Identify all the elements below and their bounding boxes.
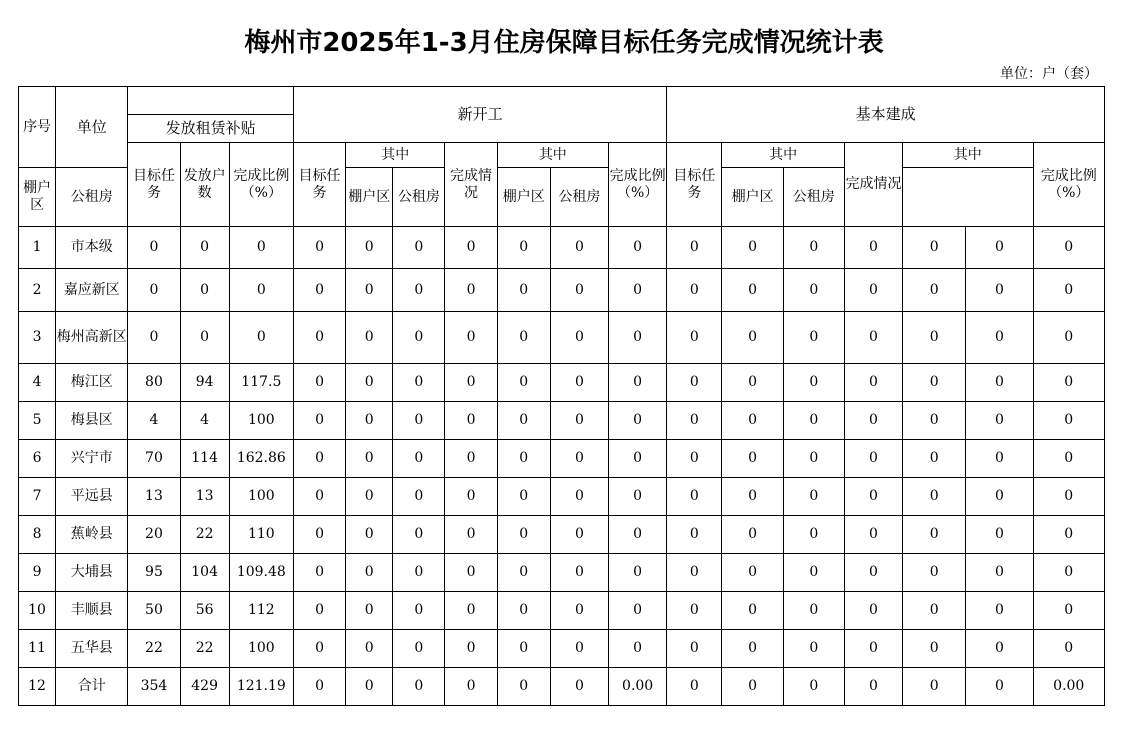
- table-cell: 0: [783, 592, 844, 630]
- header-new-target: 目标任务: [293, 143, 345, 227]
- statistics-table: [18, 86, 1105, 706]
- table-cell: 0: [966, 592, 1033, 630]
- header-new-shack-2: 棚户区: [346, 168, 393, 227]
- table-cell: 0: [293, 630, 345, 668]
- table-cell: 0: [667, 592, 722, 630]
- table-cell: 0: [393, 516, 445, 554]
- page-title: 梅州市2025年1-3月住房保障目标任务完成情况统计表: [244, 28, 884, 58]
- header-new-start: 新开工: [293, 87, 666, 143]
- table-row: [19, 516, 1105, 554]
- cell-unit-name: 丰顺县: [56, 592, 128, 630]
- table-cell: 0: [966, 269, 1033, 312]
- table-cell: 0: [1033, 440, 1104, 478]
- header-new-of-which-2: 其中: [497, 143, 608, 168]
- cell-seq: 7: [19, 478, 56, 516]
- table-cell: 0: [445, 440, 497, 478]
- table-cell: 0: [393, 554, 445, 592]
- table-cell: 20: [128, 516, 180, 554]
- table-cell: 0: [346, 554, 393, 592]
- table-cell: 0: [844, 554, 902, 592]
- table-cell: 0: [445, 227, 497, 269]
- cell-seq: 6: [19, 440, 56, 478]
- table-cell: 0: [903, 312, 966, 364]
- table-cell: 0: [609, 554, 667, 592]
- table-cell: 0: [844, 312, 902, 364]
- table-cell: 0: [667, 478, 722, 516]
- table-cell: 0: [293, 592, 345, 630]
- table-cell: 0: [550, 364, 608, 402]
- table-cell: 0: [783, 440, 844, 478]
- table-cell: 0: [1033, 402, 1104, 440]
- table-cell: 0: [497, 440, 550, 478]
- table-cell: 80: [128, 364, 180, 402]
- table-cell: 0: [1033, 364, 1104, 402]
- header-basic-public-rent-2: 公租房: [783, 168, 844, 227]
- table-cell: 0: [229, 269, 293, 312]
- cell-unit-name: 五华县: [56, 630, 128, 668]
- table-cell: 0: [722, 554, 783, 592]
- table-cell: 0: [722, 478, 783, 516]
- unit-label: 单位：户（套）: [1000, 66, 1098, 82]
- table-cell: 0: [293, 402, 345, 440]
- table-cell: 0: [497, 592, 550, 630]
- table-cell: 0: [609, 227, 667, 269]
- table-cell: 0: [497, 668, 550, 706]
- cell-unit-name: 嘉应新区: [56, 269, 128, 312]
- table-cell: 0: [783, 312, 844, 364]
- table-cell: 22: [128, 630, 180, 668]
- table-row: [19, 440, 1105, 478]
- table-cell: 0: [722, 516, 783, 554]
- table-cell: 0: [445, 402, 497, 440]
- cell-seq: 12: [19, 668, 56, 706]
- table-cell: 94: [180, 364, 229, 402]
- table-cell: 0: [609, 402, 667, 440]
- table-cell: 95: [128, 554, 180, 592]
- table-cell: 0: [128, 227, 180, 269]
- header-rent-ratio: 完成比例（%）: [229, 143, 293, 227]
- table-cell: 0: [667, 312, 722, 364]
- table-cell: 0: [393, 312, 445, 364]
- table-cell: 0: [293, 440, 345, 478]
- table-cell: 0: [844, 478, 902, 516]
- table-cell: 0: [445, 364, 497, 402]
- table-cell: 0: [393, 478, 445, 516]
- cell-seq: 11: [19, 630, 56, 668]
- table-cell: 0: [293, 312, 345, 364]
- table-row: [19, 478, 1105, 516]
- table-cell: 0: [550, 269, 608, 312]
- table-cell: 0: [966, 312, 1033, 364]
- cell-seq: 3: [19, 312, 56, 364]
- table-cell: 0: [903, 668, 966, 706]
- table-cell: 0: [293, 227, 345, 269]
- table-cell: 0: [497, 364, 550, 402]
- table-cell: 109.48: [229, 554, 293, 592]
- table-cell: 0: [903, 269, 966, 312]
- table-cell: 0: [903, 364, 966, 402]
- header-rent-target: 目标任务: [128, 143, 180, 227]
- table-cell: 0: [783, 478, 844, 516]
- table-cell: 0: [609, 312, 667, 364]
- cell-unit-name: 合计: [56, 668, 128, 706]
- table-cell: 0.00: [1033, 668, 1104, 706]
- header-basic-ratio: 完成比例（%）: [1033, 143, 1104, 227]
- header-new-ratio: 完成比例（%）: [609, 143, 667, 227]
- table-cell: 354: [128, 668, 180, 706]
- header-new-public-rent-2: 公租房: [393, 168, 445, 227]
- cell-seq: 10: [19, 592, 56, 630]
- table-cell: 0: [783, 269, 844, 312]
- table-cell: 0: [1033, 227, 1104, 269]
- table-cell: 0: [346, 516, 393, 554]
- header-basic-shack-2: 棚户区: [722, 168, 783, 227]
- table-cell: 0: [966, 630, 1033, 668]
- table-cell: 0: [497, 516, 550, 554]
- table-cell: 0: [346, 402, 393, 440]
- table-cell: 0: [550, 227, 608, 269]
- table-body: [19, 227, 1105, 706]
- table-cell: 0: [393, 668, 445, 706]
- table-cell: 0: [966, 478, 1033, 516]
- table-cell: 0.00: [609, 668, 667, 706]
- table-cell: 0: [293, 269, 345, 312]
- table-cell: 0: [180, 269, 229, 312]
- table-cell: 0: [844, 269, 902, 312]
- table-cell: 117.5: [229, 364, 293, 402]
- cell-seq: 4: [19, 364, 56, 402]
- table-cell: 0: [497, 478, 550, 516]
- table-cell: 0: [346, 364, 393, 402]
- table-cell: 0: [550, 630, 608, 668]
- table-cell: 0: [293, 554, 345, 592]
- table-cell: 0: [667, 516, 722, 554]
- table-cell: 0: [1033, 516, 1104, 554]
- header-basic-status: 完成情况: [844, 143, 902, 227]
- table-cell: 0: [393, 269, 445, 312]
- table-cell: 0: [393, 440, 445, 478]
- table-cell: 0: [445, 269, 497, 312]
- header-rent-top-blank: [128, 87, 294, 115]
- table-cell: 114: [180, 440, 229, 478]
- table-cell: 50: [128, 592, 180, 630]
- cell-seq: 8: [19, 516, 56, 554]
- table-cell: 0: [393, 227, 445, 269]
- cell-seq: 1: [19, 227, 56, 269]
- header-basic-completion: 基本建成: [667, 87, 1105, 143]
- table-cell: 0: [783, 516, 844, 554]
- table-cell: 0: [497, 312, 550, 364]
- table-cell: 4: [128, 402, 180, 440]
- table-cell: 0: [550, 668, 608, 706]
- table-cell: 0: [497, 227, 550, 269]
- table-cell: 0: [844, 630, 902, 668]
- header-seq: 序号: [19, 87, 56, 168]
- table-cell: 0: [667, 668, 722, 706]
- table-cell: 121.19: [229, 668, 293, 706]
- table-cell: 0: [722, 440, 783, 478]
- table-cell: 100: [229, 630, 293, 668]
- header-basic-of-which-2: 其中: [903, 143, 1033, 168]
- table-cell: 0: [393, 402, 445, 440]
- table-cell: 0: [293, 478, 345, 516]
- table-cell: 0: [293, 516, 345, 554]
- table-cell: 0: [346, 440, 393, 478]
- table-cell: 0: [393, 630, 445, 668]
- cell-seq: 2: [19, 269, 56, 312]
- cell-unit-name: 梅县区: [56, 402, 128, 440]
- table-cell: 4: [180, 402, 229, 440]
- cell-unit-name: 市本级: [56, 227, 128, 269]
- table-cell: 0: [1033, 478, 1104, 516]
- table-row: [19, 554, 1105, 592]
- table-row: [19, 592, 1105, 630]
- table-cell: 0: [722, 364, 783, 402]
- table-cell: 0: [667, 554, 722, 592]
- table-cell: 0: [844, 440, 902, 478]
- table-cell: 0: [293, 668, 345, 706]
- table-cell: 0: [293, 364, 345, 402]
- table-cell: 104: [180, 554, 229, 592]
- table-cell: 100: [229, 478, 293, 516]
- table-cell: 0: [1033, 554, 1104, 592]
- table-cell: 0: [393, 592, 445, 630]
- table-cell: 0: [844, 227, 902, 269]
- table-cell: 0: [445, 312, 497, 364]
- table-cell: 0: [550, 516, 608, 554]
- table-cell: 0: [180, 312, 229, 364]
- table-cell: 0: [667, 227, 722, 269]
- table-cell: 0: [445, 516, 497, 554]
- table-cell: 22: [180, 516, 229, 554]
- table-row: [19, 269, 1105, 312]
- table-cell: 0: [445, 668, 497, 706]
- table-cell: 56: [180, 592, 229, 630]
- table-cell: 0: [722, 630, 783, 668]
- table-cell: 0: [180, 227, 229, 269]
- header-new-shack-1: 棚户区: [19, 168, 56, 227]
- table-cell: 0: [903, 402, 966, 440]
- table-cell: 0: [966, 364, 1033, 402]
- table-cell: 0: [609, 630, 667, 668]
- table-row: [19, 364, 1105, 402]
- table-row: [19, 668, 1105, 706]
- table-cell: 0: [966, 402, 1033, 440]
- header-basic-target: 目标任务: [667, 143, 722, 227]
- table-cell: 0: [966, 554, 1033, 592]
- table-cell: 0: [497, 269, 550, 312]
- table-cell: 0: [550, 554, 608, 592]
- cell-unit-name: 大埔县: [56, 554, 128, 592]
- cell-unit-name: 平远县: [56, 478, 128, 516]
- table-row: [19, 312, 1105, 364]
- header-new-public-rent-1: 公租房: [56, 168, 128, 227]
- table-cell: 0: [783, 630, 844, 668]
- cell-unit-name: 梅江区: [56, 364, 128, 402]
- table-cell: 112: [229, 592, 293, 630]
- table-cell: 0: [1033, 312, 1104, 364]
- table-cell: 0: [903, 478, 966, 516]
- table-cell: 0: [844, 592, 902, 630]
- table-cell: 0: [667, 402, 722, 440]
- table-cell: 13: [180, 478, 229, 516]
- table-cell: 0: [229, 227, 293, 269]
- table-cell: 0: [497, 402, 550, 440]
- table-cell: 429: [180, 668, 229, 706]
- table-cell: 0: [609, 478, 667, 516]
- header-basic-shack-1: 棚户区: [497, 168, 550, 227]
- table-cell: 0: [667, 440, 722, 478]
- header-rent-subsidy: 发放租赁补贴: [128, 115, 294, 143]
- table-cell: 0: [844, 516, 902, 554]
- cell-unit-name: 梅州高新区: [56, 312, 128, 364]
- table-cell: 0: [844, 364, 902, 402]
- table-cell: 0: [346, 668, 393, 706]
- table-cell: 0: [445, 554, 497, 592]
- table-cell: 0: [783, 364, 844, 402]
- table-cell: 0: [783, 402, 844, 440]
- header-new-status: 完成情况: [445, 143, 497, 227]
- table-cell: 0: [1033, 269, 1104, 312]
- header-unit: 单位: [56, 87, 128, 168]
- table-cell: 0: [722, 269, 783, 312]
- table-cell: 0: [229, 312, 293, 364]
- header-basic-public-rent-1: 公租房: [550, 168, 608, 227]
- table-cell: 0: [903, 227, 966, 269]
- table-cell: 0: [903, 516, 966, 554]
- table-cell: 0: [722, 668, 783, 706]
- table-cell: 0: [667, 364, 722, 402]
- table-cell: 0: [609, 516, 667, 554]
- table-cell: 0: [128, 269, 180, 312]
- header-basic-of-which-1: 其中: [722, 143, 844, 168]
- table-cell: 0: [844, 668, 902, 706]
- table-cell: 0: [783, 668, 844, 706]
- table-cell: 0: [722, 312, 783, 364]
- table-cell: 0: [903, 592, 966, 630]
- table-cell: 0: [903, 440, 966, 478]
- table-cell: 0: [667, 630, 722, 668]
- cell-unit-name: 蕉岭县: [56, 516, 128, 554]
- table-cell: 100: [229, 402, 293, 440]
- table-cell: 0: [1033, 592, 1104, 630]
- table-cell: 0: [966, 440, 1033, 478]
- table-cell: 0: [497, 554, 550, 592]
- table-cell: 0: [1033, 630, 1104, 668]
- cell-seq: 9: [19, 554, 56, 592]
- header-rent-issued: 发放户数: [180, 143, 229, 227]
- table-cell: 0: [128, 312, 180, 364]
- table-cell: 0: [445, 592, 497, 630]
- table-cell: 0: [550, 402, 608, 440]
- table-cell: 0: [722, 592, 783, 630]
- table-cell: 0: [609, 269, 667, 312]
- table-cell: 0: [497, 630, 550, 668]
- header-new-of-which-1: 其中: [346, 143, 445, 168]
- table-cell: 0: [550, 478, 608, 516]
- table-cell: 0: [550, 440, 608, 478]
- cell-unit-name: 兴宁市: [56, 440, 128, 478]
- table-cell: 0: [667, 269, 722, 312]
- table-cell: 0: [903, 554, 966, 592]
- table-cell: 0: [783, 554, 844, 592]
- table-cell: 13: [128, 478, 180, 516]
- table-cell: 0: [346, 269, 393, 312]
- table-cell: 0: [393, 364, 445, 402]
- table-cell: 0: [966, 668, 1033, 706]
- table-cell: 0: [609, 592, 667, 630]
- table-cell: 0: [550, 592, 608, 630]
- table-cell: 0: [445, 478, 497, 516]
- table-cell: 0: [844, 402, 902, 440]
- table-cell: 0: [346, 478, 393, 516]
- table-cell: 110: [229, 516, 293, 554]
- table-cell: 22: [180, 630, 229, 668]
- table-cell: 0: [609, 440, 667, 478]
- table-cell: 0: [783, 227, 844, 269]
- table-cell: 70: [128, 440, 180, 478]
- cell-seq: 5: [19, 402, 56, 440]
- table-cell: 0: [550, 312, 608, 364]
- table-cell: 0: [346, 630, 393, 668]
- table-row: [19, 402, 1105, 440]
- table-cell: 0: [445, 630, 497, 668]
- table-cell: 0: [966, 227, 1033, 269]
- table-cell: 162.86: [229, 440, 293, 478]
- table-cell: 0: [722, 227, 783, 269]
- table-cell: 0: [346, 592, 393, 630]
- table-cell: 0: [722, 402, 783, 440]
- table-cell: 0: [903, 630, 966, 668]
- table-cell: 0: [609, 364, 667, 402]
- table-row: [19, 227, 1105, 269]
- table-cell: 0: [346, 227, 393, 269]
- table-cell: 0: [966, 516, 1033, 554]
- table-cell: 0: [346, 312, 393, 364]
- table-row: [19, 630, 1105, 668]
